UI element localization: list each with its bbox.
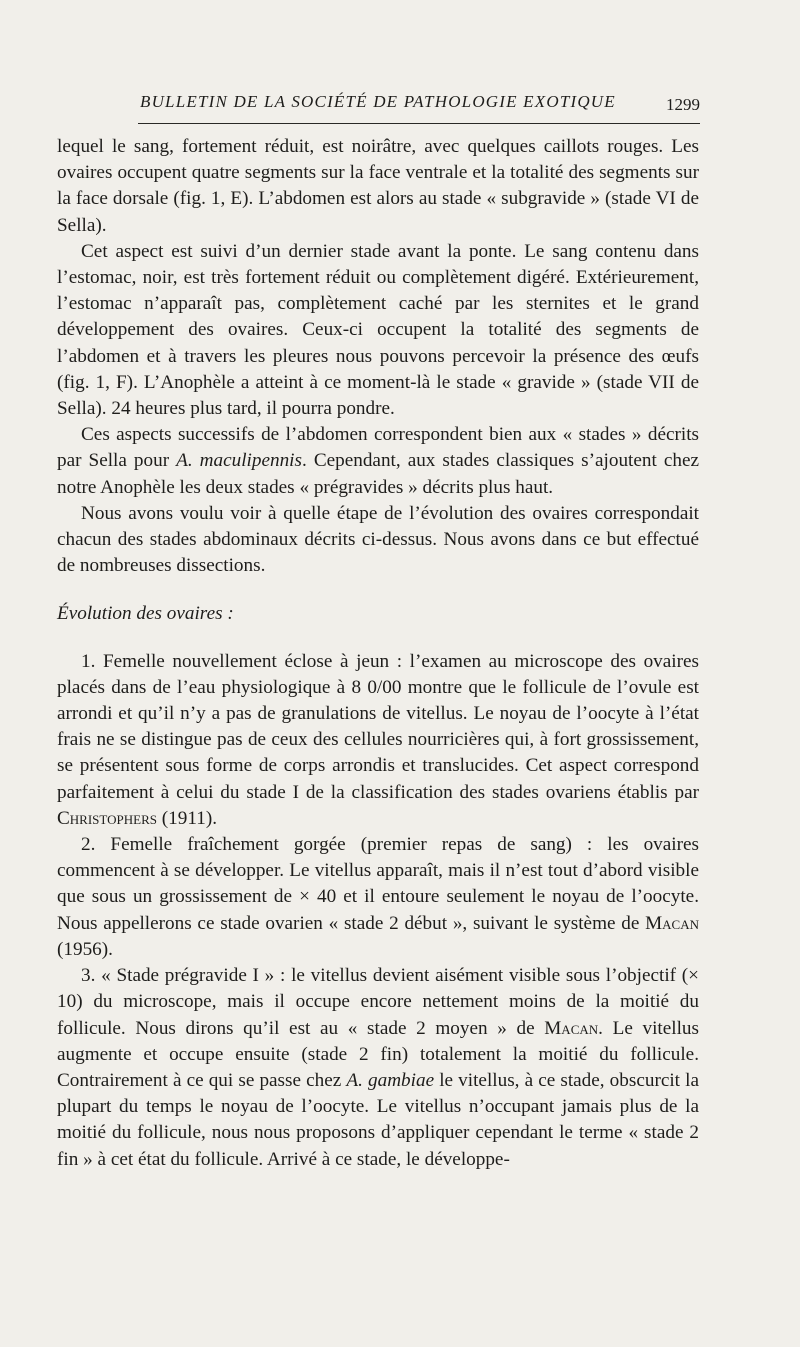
paragraph-sella-stages	[57, 422, 699, 501]
text-run: . Le vitellus augmente et occupe ensuite (stade 2 fin) totalement la moitié du follicule. Contrairement à ce qui se passe chez	[57, 1017, 699, 1091]
author-name: Christophers	[57, 807, 157, 829]
species-name: A. maculipennis	[176, 450, 302, 472]
running-header	[140, 92, 700, 122]
text-run: . Cependant, aux stades classiques s’ajoutent chez notre Anophèle les deux stades « prégravides » décrits plus haut.	[57, 450, 699, 498]
paragraph-dissections: Nous avons voulu voir à quelle étape de l’évolution des ovaires correspondait chacun des stades abdominaux décrits ci-dessus. Nous avons dans ce but effectué de nombreuses dissections.	[57, 502, 699, 577]
list-item-1	[57, 649, 699, 832]
header-rule	[138, 123, 700, 124]
text-run: 3. « Stade prégravide I » : le vitellus devient aisément visible sous l’objectif (× 10) du microscope, mais il occupe encore nettement moins de la moitié du follicule. Nous dirons qu’il est au « stade 2 moyen » de	[57, 965, 699, 1039]
paragraph-gravide-stage: Cet aspect est suivi d’un dernier stade avant la ponte. Le sang contenu dans l’estomac, noir, est très fortement réduit ou complètement digéré. Extérieurement, l’estomac n’apparaît pas, complètement caché par les sternites et le grand développement des ovaires. Ceux-ci occupent la totalité des segments de l’abdomen et à travers les pleures nous pouvons percevoir la présence des œufs (fig. 1, F). L’Anophèle a atteint à ce moment-là le stade « gravide » (stade VII de Sella). 24 heures plus tard, il pourra pondre.	[57, 240, 699, 420]
author-name: Macan	[645, 912, 699, 934]
running-title: BULLETIN DE LA SOCIÉTÉ DE PATHOLOGIE EXOTIQUE	[140, 92, 616, 111]
text-run: 2. Femelle fraîchement gorgée (premier repas de sang) : les ovaires commencent à se développer. Le vitellus apparaît, mais il n’est tout d’abord visible que sous un grossissement de × 40 et il entoure seulement le noyau de l’oocyte. Nous appellerons ce stade ovarien « stade 2 début », suivant le système de	[57, 834, 699, 934]
text-run: le vitellus, à ce stade, obscurcit la plupart du temps le noyau de l’oocyte. Le vitellus n’occupant jamais plus de la moitié du follicule, nous nous proposons d’appliquer cependant le terme « stade 2 fin » à cet état du follicule. Arrivé à ce stade, le développe-	[57, 1069, 699, 1170]
text-run: Ces aspects successifs de l’abdomen correspondent bien aux « stades » décrits par Sella pour	[57, 424, 699, 472]
text-run: (1956).	[57, 938, 113, 960]
paragraph-continuation: lequel le sang, fortement réduit, est noirâtre, avec quelques caillots rouges. Les ovaires occupent quatre segments sur la face ventrale et la totalité des segments sur la face dorsale (fig. 1, E). L’abdomen est alors au stade « subgravide » (stade VI de Sella).	[57, 136, 699, 236]
text-run: (1911).	[156, 807, 218, 829]
species-name: A. gambiae	[346, 1069, 435, 1091]
page-number: 1299	[666, 95, 700, 114]
list-item-3	[57, 963, 699, 1173]
section-heading: Évolution des ovaires :	[57, 603, 234, 625]
list-item-2	[57, 832, 699, 963]
body-text	[57, 134, 699, 1173]
author-name: Macan	[544, 1017, 599, 1039]
text-run: 1. Femelle nouvellement éclose à jeun : l’examen au microscope des ovaires placés dans de l’eau physiologique à 8 0/00 montre que le follicule de l’ovule est arrondi et qu’il n’y a pas de granulations de vitellus. Le noyau de l’oocyte à l’état frais ne se distingue pas de ceux des cellules nourricières qui, à fort grossissement, se présentent sous forme de corps arrondis et translucides. Cet aspect correspond parfaitement à celui du stade I de la classification des stades ovariens établis par	[57, 650, 699, 803]
